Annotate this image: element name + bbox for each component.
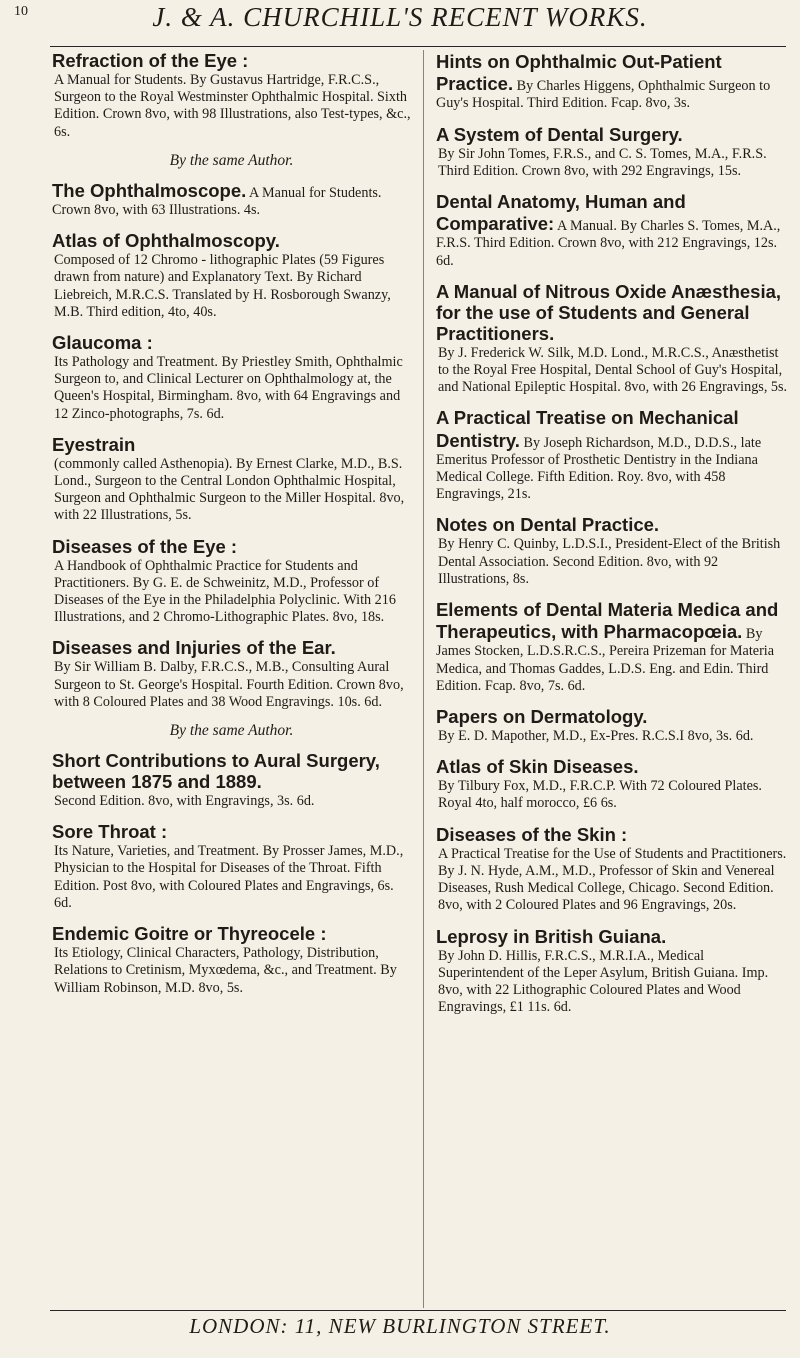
book-title: Elements of Dental Materia Medica and Therapeutics, with Pharmacopœia.: [435, 599, 779, 643]
book-entry: [436, 824, 792, 915]
book-title: A System of Dental Surgery.: [435, 123, 683, 145]
book-title: Sore Throat :: [52, 821, 168, 843]
book-entry: [436, 706, 792, 745]
book-title: Hints on Ophthalmic Out-Patient Practice.: [435, 51, 722, 95]
book-description: By Joseph Richardson, M.D., D.D.S., late Emeritus Professor of Prosthetic Dentistry in the Indiana Medical College. Fifth Edition. Roy. 8vo, with 458 Engravings, 21s.: [435, 434, 762, 503]
book-title: The Ophthalmoscope.: [52, 179, 247, 201]
right-column: [424, 50, 792, 1308]
book-description: A Practical Treatise for the Use of Students and Practitioners. By J. N. Hyde, A.M., M.D., Professor of Skin and Venereal Diseases, Rush Medical College, Chicago. Second Edition. 8vo, with 2 Coloured Plates and 96 Engravings, 20s.: [437, 845, 787, 914]
book-description: A Manual for Students. Crown 8vo, with 63 Illustrations. 4s.: [52, 184, 382, 219]
book-title: Notes on Dental Practice.: [435, 514, 660, 536]
book-entry: [52, 536, 411, 627]
book-entry: [436, 191, 792, 270]
book-title: Eyestrain: [52, 433, 136, 455]
book-title: Papers on Dermatology.: [435, 706, 648, 728]
book-description: By James Stocken, L.D.S.R.C.S., Pereira Prizeman for Materia Medica, and Thomas Gaddes, L.D.S. Eng. and Edin. Third Edition. Fcap. 8vo, 7s. 6d.: [435, 626, 775, 694]
book-description: By J. Frederick W. Silk, M.D. Lond., M.R.C.S., Anæsthetist to the Royal Free Hospital, Dental School of Guy's Hospital, and National Epileptic Hospital. 8vo, with 26 Engravings, 5s.: [437, 344, 788, 396]
book-title: Atlas of Skin Diseases.: [435, 756, 639, 778]
book-title: Refraction of the Eye :: [52, 50, 249, 71]
book-entry: [52, 923, 411, 997]
book-description: A Manual. By Charles S. Tomes, M.A., F.R.S. Third Edition. Crown 8vo, with 212 Engravings, 12s. 6d.: [435, 218, 781, 269]
running-head: J. & A. CHURCHILL'S RECENT WORKS.: [152, 2, 648, 32]
book-description: Composed of 12 Chromo - lithographic Plates (59 Figures drawn from nature) and Explanatory Text. By Richard Liebreich, M.R.C.S. Translated by H. Rosborough Swanzy, M.B. Third edition, 4to, 40s.: [54, 252, 391, 320]
book-description: By John D. Hillis, F.R.C.S., M.R.I.A., Medical Superintendent of the Leper Asylum, British Guiana. Imp. 8vo, with 22 Lithographic Coloured Plates and Wood Engravings, £1 11s. 6d.: [437, 947, 769, 1016]
book-description: By Tilbury Fox, M.D., F.R.C.P. With 72 Coloured Plates. Royal 4to, half morocco, £6 6s.: [437, 778, 762, 812]
book-title: Glaucoma :: [52, 332, 153, 354]
book-description: Its Nature, Varieties, and Treatment. By Prosser James, M.D., Physician to the Hospital for Diseases of the Throat. Fifth Edition. Post 8vo, with Coloured Plates and Engravings, 6s. 6d.: [54, 843, 404, 911]
book-description: By Charles Higgens, Ophthalmic Surgeon to Guy's Hospital. Third Edition. Fcap. 8vo, 3s.: [435, 78, 771, 112]
book-entry: [52, 180, 411, 219]
book-title: Leprosy in British Guiana.: [435, 925, 667, 947]
book-entry: [436, 281, 792, 397]
book-entry: [436, 926, 792, 1017]
book-entry: [52, 821, 411, 912]
book-title: Diseases and Injuries of the Ear.: [52, 637, 336, 659]
same-author-note: By the same Author.: [169, 722, 294, 740]
book-description: By Henry C. Quinby, L.D.S.I., President-Elect of the British Dental Association. Second Edition. 8vo, with 92 Illustrations, 8s.: [437, 536, 781, 587]
book-entry: [436, 124, 792, 180]
book-entry: [436, 756, 792, 812]
page-number: 10: [14, 4, 28, 19]
book-entry: [52, 637, 411, 711]
catalogue-columns: [52, 50, 792, 1308]
book-title: Atlas of Ophthalmoscopy.: [52, 230, 280, 252]
book-title: Short Contributions to Aural Surgery, between 1875 and 1889.: [52, 750, 380, 793]
book-title: Dental Anatomy, Human and Comparative:: [435, 191, 686, 235]
book-entry: [52, 332, 411, 423]
book-title: A Manual of Nitrous Oxide Anæsthesia, for the use of Students and General Practitioners.: [435, 280, 782, 344]
book-title: A Practical Treatise on Mechanical Dentistry.: [435, 407, 739, 451]
header-rule: [50, 46, 786, 47]
left-column: [52, 50, 424, 1308]
book-description: By Sir William B. Dalby, F.R.C.S., M.B., Consulting Aural Surgeon to St. George's Hospital. Fourth Edition. Crown 8vo, with 8 Coloured Plates and 38 Wood Engravings. 10s. 6d.: [54, 659, 404, 710]
book-entry: [436, 51, 792, 113]
book-title: Diseases of the Skin :: [435, 823, 628, 845]
book-description: A Manual for Students. By Gustavus Hartridge, F.R.C.S., Surgeon to the Royal Westminster Ophthalmic Hospital. Sixth Edition. Crown 8vo, with 98 Illustrations, also Test-types, &c., 6s.: [54, 72, 411, 140]
book-description: By E. D. Mapother, M.D., Ex-Pres. R.C.S.I 8vo, 3s. 6d.: [437, 728, 754, 745]
footer-rule: [50, 1310, 786, 1311]
book-description: Its Etiology, Clinical Characters, Pathology, Distribution, Relations to Cretinism, Myxœdema, &c., and Treatment. By William Robinson, M.D. 8vo, 5s.: [54, 945, 397, 996]
book-entry: [52, 50, 411, 141]
book-entry: [436, 514, 792, 588]
book-entry: [52, 750, 411, 810]
book-entry: [436, 407, 792, 503]
book-description: A Handbook of Ophthalmic Practice for Students and Practitioners. By G. E. de Schweinitz, M.D., Professor of Diseases of the Eye in the Philadelphia Polyclinic. With 216 Illustrations, and 2 Chromo-Lithographic Plates. 8vo, 18s.: [54, 557, 396, 626]
page-footer: LONDON: 11, NEW BURLINGTON STREET.: [189, 1314, 611, 1338]
book-title: Endemic Goitre or Thyreocele :: [52, 923, 327, 945]
book-entry: [436, 599, 792, 695]
book-description: By Sir John Tomes, F.R.S., and C. S. Tomes, M.A., F.R.S. Third Edition. Crown 8vo, with 292 Engravings, 15s.: [437, 145, 767, 179]
book-description: Second Edition. 8vo, with Engravings, 3s. 6d.: [54, 793, 315, 810]
book-entry: [52, 230, 411, 321]
same-author-note: By the same Author.: [169, 151, 294, 169]
book-entry: [52, 434, 411, 525]
book-description: Its Pathology and Treatment. By Priestley Smith, Ophthalmic Surgeon to, and Clinical Lecturer on Ophthalmology at, the Queen's Hospital, Birmingham. 8vo, with 64 Engravings and 12 Zinco-photographs, 7s. 6d.: [54, 354, 403, 422]
book-title: Diseases of the Eye :: [52, 535, 238, 557]
book-description: (commonly called Asthenopia). By Ernest Clarke, M.D., B.S. Lond., Surgeon to the Central London Ophthalmic Hospital, Surgeon and Ophthalmic Surgeon to the Miller Hospital. 8vo, with 22 Illustrations, 5s.: [54, 455, 405, 524]
